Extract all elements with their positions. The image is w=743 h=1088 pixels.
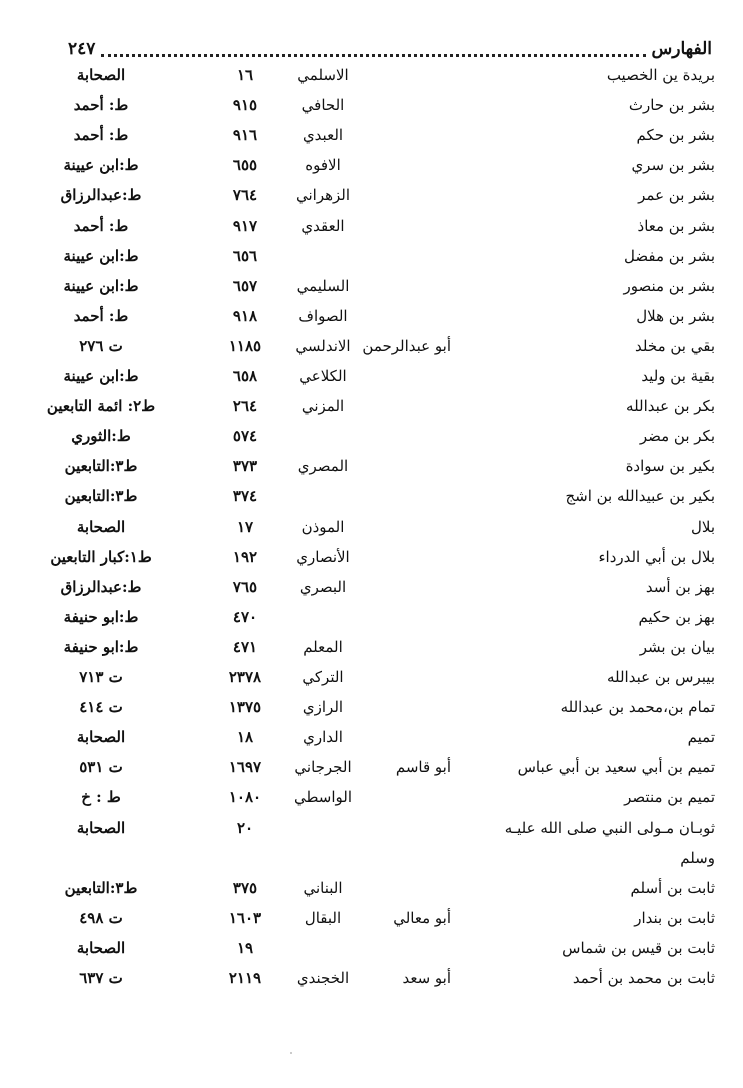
entry-nisba: المعلم bbox=[303, 637, 343, 656]
entry-category: الصحابة bbox=[76, 818, 126, 837]
entry-number: ١٧ bbox=[236, 517, 254, 536]
index-row bbox=[0, 451, 743, 481]
entry-number: ٦٥٧ bbox=[232, 276, 258, 295]
entry-number: ٣٧٤ bbox=[232, 487, 258, 506]
entry-number: ٩١٨ bbox=[232, 306, 258, 325]
entry-name: بقية بن وليد bbox=[641, 367, 715, 385]
entry-nisba: المزني bbox=[301, 397, 345, 416]
entry-number: ٤٧١ bbox=[232, 637, 258, 656]
entry-nisba: العقدي bbox=[301, 216, 345, 235]
entry-category: ت ٥٣١ bbox=[79, 758, 123, 777]
entry-number: ١٦ bbox=[236, 66, 254, 84]
index-row bbox=[0, 60, 743, 90]
entry-nisba: المصري bbox=[297, 457, 349, 476]
index-row bbox=[0, 782, 743, 812]
entry-nisba: الواسطي bbox=[293, 788, 353, 807]
entry-number: ٩١٦ bbox=[232, 126, 258, 145]
entry-category: ط:ابن عيينة bbox=[63, 276, 139, 295]
entry-name: بكير بن سوادة bbox=[625, 457, 715, 476]
entry-number: ١٠٨٠ bbox=[228, 788, 262, 807]
entry-category: ط١:كبار التابعين bbox=[50, 547, 152, 566]
entry-nisba: الكلاعي bbox=[299, 367, 347, 385]
entry-category: ط: أحمد bbox=[73, 306, 129, 325]
entry-category: ط: أحمد bbox=[73, 126, 129, 145]
entry-name: بهز بن أسد bbox=[645, 577, 715, 596]
entry-category: ط٣:التابعين bbox=[64, 487, 138, 506]
entry-number: ٩١٧ bbox=[232, 216, 258, 235]
entry-nisba: الموذن bbox=[301, 517, 345, 536]
entry-nisba: الداري bbox=[303, 728, 343, 747]
entry-nisba: الصواف bbox=[298, 306, 348, 325]
entry-number: ٣٧٣ bbox=[232, 457, 258, 476]
entry-number: ١٣٧٥ bbox=[228, 698, 262, 717]
entry-number: ٧٦٤ bbox=[232, 186, 258, 205]
entry-category: ط:الثوري bbox=[71, 427, 131, 446]
entry-nisba: السليمي bbox=[296, 276, 350, 295]
entry-nisba: الاسلمي bbox=[297, 66, 349, 84]
page-number: ٢٤٧ bbox=[68, 39, 96, 59]
entry-category: الصحابة bbox=[76, 66, 126, 84]
entry-nisba: البناني bbox=[303, 878, 343, 897]
entry-category: ط:ابن عيينة bbox=[63, 367, 139, 385]
entry-name: تمام بن،محمد بن عبدالله bbox=[560, 698, 715, 717]
index-row bbox=[0, 873, 743, 903]
entry-name: ثابت بن أسلم bbox=[630, 878, 715, 897]
entry-category: الصحابة bbox=[76, 938, 126, 957]
index-row bbox=[0, 542, 743, 572]
entry-kunya: أبو معالي bbox=[393, 908, 451, 927]
entry-name: بقي بن مخلد bbox=[635, 336, 715, 355]
page-speck bbox=[290, 1052, 292, 1054]
index-row bbox=[0, 211, 743, 241]
entry-number: ٧٦٥ bbox=[232, 577, 258, 596]
entry-nisba: الجرجاني bbox=[294, 758, 352, 777]
section-title: الفهارس bbox=[651, 39, 712, 59]
entry-name: تميم بن منتصر bbox=[624, 788, 715, 807]
entry-name: ثوبـان مـولى النبي صلى الله عليـه bbox=[504, 818, 715, 837]
entry-number: ٩١٥ bbox=[232, 96, 258, 115]
entry-kunya: أبو سعد bbox=[402, 969, 451, 987]
entry-name: بشر بن منصور bbox=[623, 276, 715, 295]
index-row bbox=[0, 903, 743, 933]
entry-category: ت ٧١٣ bbox=[79, 668, 123, 686]
index-row bbox=[0, 331, 743, 361]
index-row bbox=[0, 692, 743, 722]
entry-nisba: الزهراني bbox=[295, 186, 351, 205]
entry-category: ط:عبدالرزاق bbox=[60, 577, 142, 596]
entry-name: بكر بن مضر bbox=[639, 427, 715, 446]
entry-kunya: أبو عبدالرحمن bbox=[362, 336, 451, 355]
entry-name: بشر بن هلال bbox=[636, 306, 715, 325]
entry-name: ثابت بن بندار bbox=[634, 908, 715, 927]
entry-number: ٢٠ bbox=[236, 818, 254, 837]
entry-category: ت ٦٣٧ bbox=[79, 969, 123, 987]
entry-category: ت ٤٩٨ bbox=[79, 908, 123, 927]
index-row bbox=[0, 632, 743, 662]
entry-name: بريدة ين الخصيب bbox=[606, 66, 715, 84]
entry-category: ت ٤١٤ bbox=[79, 698, 123, 717]
entry-nisba: التركي bbox=[302, 668, 344, 686]
entry-number: ١٦٠٣ bbox=[228, 908, 262, 927]
entry-name: بشر بن عمر bbox=[638, 186, 715, 205]
entry-category: ط : خ bbox=[81, 788, 121, 807]
index-row bbox=[0, 271, 743, 301]
entry-name: بكر بن عبدالله bbox=[626, 397, 715, 416]
entry-name: بلال bbox=[690, 517, 715, 536]
index-row bbox=[0, 722, 743, 752]
entry-category: ط٣:التابعين bbox=[64, 457, 138, 476]
entry-category: ط:ابن عيينة bbox=[63, 156, 139, 175]
entry-nisba: البصري bbox=[299, 577, 347, 596]
entry-nisba: الخجندي bbox=[296, 969, 350, 987]
entry-number: ٦٥٥ bbox=[232, 156, 258, 175]
entry-category: ط٣:التابعين bbox=[64, 878, 138, 897]
entry-name: بهز بن حكيم bbox=[638, 607, 715, 626]
index-row bbox=[0, 421, 743, 451]
entry-number: ٢٣٧٨ bbox=[228, 668, 262, 686]
entry-nisba: العبدي bbox=[302, 126, 344, 145]
index-row bbox=[0, 391, 743, 421]
entry-name: بكير بن عبيدالله بن اشج bbox=[565, 487, 715, 506]
index-row bbox=[0, 602, 743, 632]
entry-name: ثابت بن قيس بن شماس bbox=[562, 938, 715, 957]
entry-name: بشر بن معاذ bbox=[637, 216, 715, 235]
entry-category: ت ٢٧٦ bbox=[79, 336, 123, 355]
index-row bbox=[0, 120, 743, 150]
page-header bbox=[68, 36, 712, 62]
entry-kunya: أبو قاسم bbox=[395, 758, 451, 777]
entry-number: ١١٨٥ bbox=[228, 336, 262, 355]
entry-category: ط:عبدالرزاق bbox=[60, 186, 142, 205]
index-row bbox=[0, 662, 743, 692]
entry-name: تميم bbox=[687, 728, 715, 747]
index-row bbox=[0, 361, 743, 391]
dotted-leader bbox=[101, 42, 645, 57]
entry-name: بشر بن حكم bbox=[636, 126, 715, 145]
entry-name: بشر بن حارث bbox=[628, 96, 715, 115]
entry-number: ١٩٢ bbox=[232, 547, 258, 566]
entry-name: ثابت بن محمد بن أحمد bbox=[572, 969, 715, 987]
index-row bbox=[0, 933, 743, 963]
entry-number: ٢١١٩ bbox=[228, 969, 262, 987]
index-row bbox=[0, 241, 743, 271]
entry-name: بشر بن مفضل bbox=[624, 246, 715, 265]
index-row bbox=[0, 90, 743, 120]
entry-nisba: البقال bbox=[304, 908, 342, 927]
entry-nisba: الاندلسي bbox=[295, 336, 351, 355]
entry-name: بشر بن سري bbox=[631, 156, 715, 175]
entry-number: ٤٧٠ bbox=[232, 607, 258, 626]
entry-number: ٢٦٤ bbox=[232, 397, 258, 416]
entry-number: ٥٧٤ bbox=[232, 427, 258, 446]
entry-number: ٣٧٥ bbox=[232, 878, 258, 897]
entry-name: بلال بن أبي الدرداء bbox=[598, 547, 715, 566]
entry-category: ط:ابو حنيفة bbox=[63, 637, 139, 656]
entry-name: بيبرس بن عبدالله bbox=[606, 668, 715, 686]
entry-category: ط: أحمد bbox=[73, 216, 129, 235]
entry-number: ١٩ bbox=[236, 938, 254, 957]
entry-name: وسلم bbox=[680, 848, 715, 867]
entry-nisba: الأنصاري bbox=[296, 547, 350, 566]
entry-category: الصحابة bbox=[76, 728, 126, 747]
entry-category: ط:ابن عيينة bbox=[63, 246, 139, 265]
index-row bbox=[0, 150, 743, 180]
entry-number: ٦٥٦ bbox=[232, 246, 258, 265]
index-row bbox=[0, 180, 743, 210]
entry-nisba: الحافي bbox=[301, 96, 345, 115]
entry-name: تميم بن أبي سعيد بن أبي عباس bbox=[517, 758, 715, 777]
index-row bbox=[0, 512, 743, 542]
index-row bbox=[0, 963, 743, 993]
entry-category: ط: أحمد bbox=[73, 96, 129, 115]
entry-number: ٦٥٨ bbox=[232, 367, 258, 385]
index-row bbox=[0, 813, 743, 843]
index-row bbox=[0, 572, 743, 602]
index-row bbox=[0, 752, 743, 782]
entry-name: بيان بن بشر bbox=[639, 637, 715, 656]
entry-nisba: الافوه bbox=[305, 156, 341, 175]
entry-category: ط:ابو حنيفة bbox=[63, 607, 139, 626]
entry-category: ط٢: ائمة التابعين bbox=[46, 397, 156, 416]
entry-nisba: الرازي bbox=[302, 698, 344, 717]
entry-number: ١٨ bbox=[236, 728, 254, 747]
index-row bbox=[0, 481, 743, 511]
index-row bbox=[0, 843, 743, 873]
entry-number: ١٦٩٧ bbox=[228, 758, 262, 777]
index-row bbox=[0, 301, 743, 331]
entry-category: الصحابة bbox=[76, 517, 126, 536]
